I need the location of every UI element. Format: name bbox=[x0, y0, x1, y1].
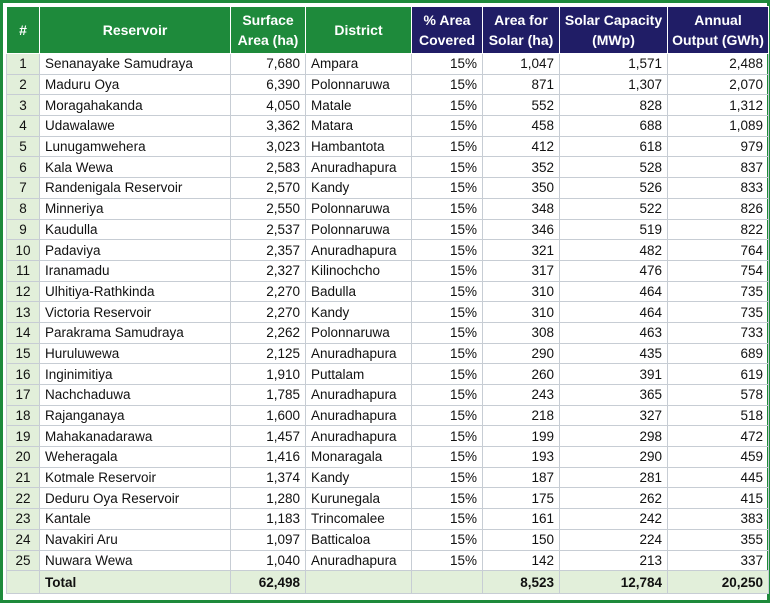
cell-annual-output: 337 bbox=[668, 550, 769, 571]
cell-solar-capacity: 464 bbox=[560, 302, 668, 323]
cell-index: 2 bbox=[7, 74, 40, 95]
cell-annual-output: 518 bbox=[668, 405, 769, 426]
table-row bbox=[7, 447, 769, 468]
cell-surface-area: 1,280 bbox=[231, 488, 306, 509]
cell-district: Trincomalee bbox=[306, 509, 412, 530]
table-row bbox=[7, 198, 769, 219]
cell-area-covered: 15% bbox=[412, 550, 483, 571]
cell-reservoir: Maduru Oya bbox=[40, 74, 231, 95]
cell-index: 23 bbox=[7, 509, 40, 530]
cell-solar-area: 243 bbox=[483, 385, 560, 406]
table-row bbox=[7, 385, 769, 406]
cell-reservoir: Rajanganaya bbox=[40, 405, 231, 426]
cell-district: Anuradhapura bbox=[306, 343, 412, 364]
cell-area-covered: 15% bbox=[412, 136, 483, 157]
cell-reservoir: Inginimitiya bbox=[40, 364, 231, 385]
cell-solar-area: 1,047 bbox=[483, 54, 560, 75]
table-row bbox=[7, 54, 769, 75]
cell-district: Hambantota bbox=[306, 136, 412, 157]
cell-solar-capacity: 391 bbox=[560, 364, 668, 385]
cell-district: Kandy bbox=[306, 467, 412, 488]
cell-area-covered: 15% bbox=[412, 488, 483, 509]
cell-solar-capacity: 618 bbox=[560, 136, 668, 157]
table-row bbox=[7, 136, 769, 157]
cell-annual-output: 1,089 bbox=[668, 116, 769, 137]
table-row bbox=[7, 281, 769, 302]
cell-surface-area: 2,550 bbox=[231, 198, 306, 219]
cell-solar-area: 317 bbox=[483, 260, 560, 281]
cell-surface-area: 1,040 bbox=[231, 550, 306, 571]
cell-surface-area: 1,097 bbox=[231, 529, 306, 550]
cell-district: Kilinochcho bbox=[306, 260, 412, 281]
column-header-district: District bbox=[306, 7, 412, 54]
cell-solar-capacity: 224 bbox=[560, 529, 668, 550]
cell-solar-capacity: 688 bbox=[560, 116, 668, 137]
cell-district: Anuradhapura bbox=[306, 240, 412, 261]
cell-reservoir: Kala Wewa bbox=[40, 157, 231, 178]
cell-solar-area: 458 bbox=[483, 116, 560, 137]
cell-area-covered: 15% bbox=[412, 198, 483, 219]
cell-district: Kandy bbox=[306, 302, 412, 323]
cell-solar-area: 199 bbox=[483, 426, 560, 447]
cell-annual-output: 415 bbox=[668, 488, 769, 509]
cell-reservoir: Udawalawe bbox=[40, 116, 231, 137]
cell-area-covered: 15% bbox=[412, 54, 483, 75]
cell-index: 19 bbox=[7, 426, 40, 447]
cell-area-covered: 15% bbox=[412, 405, 483, 426]
cell-solar-capacity: 528 bbox=[560, 157, 668, 178]
cell-area-covered: 15% bbox=[412, 447, 483, 468]
cell-annual-output: 578 bbox=[668, 385, 769, 406]
table-row bbox=[7, 550, 769, 571]
cell-solar-area: 161 bbox=[483, 509, 560, 530]
cell-solar-area: 321 bbox=[483, 240, 560, 261]
cell-reservoir: Randenigala Reservoir bbox=[40, 178, 231, 199]
cell-solar-area: 871 bbox=[483, 74, 560, 95]
cell-reservoir: Nuwara Wewa bbox=[40, 550, 231, 571]
cell-surface-area: 2,270 bbox=[231, 281, 306, 302]
cell-solar-area: 150 bbox=[483, 529, 560, 550]
cell-reservoir: Weheragala bbox=[40, 447, 231, 468]
cell-annual-output: 833 bbox=[668, 178, 769, 199]
cell-reservoir: Kaudulla bbox=[40, 219, 231, 240]
cell-surface-area: 1,457 bbox=[231, 426, 306, 447]
cell-index: 25 bbox=[7, 550, 40, 571]
cell-reservoir: Minneriya bbox=[40, 198, 231, 219]
cell-reservoir: Kantale bbox=[40, 509, 231, 530]
table-row bbox=[7, 260, 769, 281]
cell-index: 16 bbox=[7, 364, 40, 385]
cell-annual-output: 459 bbox=[668, 447, 769, 468]
cell-solar-capacity: 213 bbox=[560, 550, 668, 571]
cell-reservoir: Huruluwewa bbox=[40, 343, 231, 364]
table-row bbox=[7, 509, 769, 530]
cell-solar-area: 260 bbox=[483, 364, 560, 385]
cell-annual-output: 1,312 bbox=[668, 95, 769, 116]
cell-index: 21 bbox=[7, 467, 40, 488]
cell-area-covered: 15% bbox=[412, 364, 483, 385]
cell-annual-output: 689 bbox=[668, 343, 769, 364]
cell-area-covered: 15% bbox=[412, 240, 483, 261]
cell-solar-capacity: 242 bbox=[560, 509, 668, 530]
cell-district: Anuradhapura bbox=[306, 426, 412, 447]
cell-index: 10 bbox=[7, 240, 40, 261]
cell-solar-area: 218 bbox=[483, 405, 560, 426]
cell-solar-capacity: 262 bbox=[560, 488, 668, 509]
cell-annual-output: 2,070 bbox=[668, 74, 769, 95]
cell-area-covered: 15% bbox=[412, 178, 483, 199]
cell-annual-output: 754 bbox=[668, 260, 769, 281]
cell-solar-capacity: 435 bbox=[560, 343, 668, 364]
total-cell-district bbox=[306, 571, 412, 594]
cell-district: Puttalam bbox=[306, 364, 412, 385]
cell-reservoir: Parakrama Samudraya bbox=[40, 322, 231, 343]
cell-annual-output: 764 bbox=[668, 240, 769, 261]
cell-district: Polonnaruwa bbox=[306, 198, 412, 219]
cell-surface-area: 4,050 bbox=[231, 95, 306, 116]
cell-reservoir: Lunugamwehera bbox=[40, 136, 231, 157]
cell-district: Polonnaruwa bbox=[306, 322, 412, 343]
cell-solar-area: 346 bbox=[483, 219, 560, 240]
cell-area-covered: 15% bbox=[412, 95, 483, 116]
cell-solar-area: 552 bbox=[483, 95, 560, 116]
cell-solar-area: 310 bbox=[483, 281, 560, 302]
total-cell-solar-area: 8,523 bbox=[483, 571, 560, 594]
cell-surface-area: 1,416 bbox=[231, 447, 306, 468]
cell-solar-capacity: 522 bbox=[560, 198, 668, 219]
cell-solar-capacity: 519 bbox=[560, 219, 668, 240]
cell-index: 17 bbox=[7, 385, 40, 406]
column-header-solar-area: Area for Solar (ha) bbox=[483, 7, 560, 54]
cell-index: 1 bbox=[7, 54, 40, 75]
table-body bbox=[7, 54, 769, 594]
cell-area-covered: 15% bbox=[412, 281, 483, 302]
cell-solar-area: 310 bbox=[483, 302, 560, 323]
cell-surface-area: 2,327 bbox=[231, 260, 306, 281]
table-row bbox=[7, 488, 769, 509]
cell-index: 13 bbox=[7, 302, 40, 323]
total-cell-solar-capacity: 12,784 bbox=[560, 571, 668, 594]
cell-surface-area: 2,537 bbox=[231, 219, 306, 240]
cell-reservoir: Moragahakanda bbox=[40, 95, 231, 116]
column-header-area-covered: % Area Covered bbox=[412, 7, 483, 54]
cell-annual-output: 826 bbox=[668, 198, 769, 219]
cell-reservoir: Kotmale Reservoir bbox=[40, 467, 231, 488]
cell-solar-capacity: 526 bbox=[560, 178, 668, 199]
table-row bbox=[7, 240, 769, 261]
cell-solar-capacity: 464 bbox=[560, 281, 668, 302]
total-cell-annual-output: 20,250 bbox=[668, 571, 769, 594]
header-row bbox=[7, 7, 769, 54]
cell-district: Kurunegala bbox=[306, 488, 412, 509]
cell-surface-area: 1,183 bbox=[231, 509, 306, 530]
cell-area-covered: 15% bbox=[412, 385, 483, 406]
cell-solar-area: 187 bbox=[483, 467, 560, 488]
cell-annual-output: 837 bbox=[668, 157, 769, 178]
cell-index: 9 bbox=[7, 219, 40, 240]
total-cell-surface-area: 62,498 bbox=[231, 571, 306, 594]
cell-annual-output: 445 bbox=[668, 467, 769, 488]
cell-district: Anuradhapura bbox=[306, 405, 412, 426]
cell-solar-area: 175 bbox=[483, 488, 560, 509]
total-cell-index bbox=[7, 571, 40, 594]
cell-index: 15 bbox=[7, 343, 40, 364]
cell-annual-output: 619 bbox=[668, 364, 769, 385]
cell-solar-area: 290 bbox=[483, 343, 560, 364]
cell-surface-area: 1,910 bbox=[231, 364, 306, 385]
cell-solar-area: 142 bbox=[483, 550, 560, 571]
cell-district: Polonnaruwa bbox=[306, 74, 412, 95]
column-header-reservoir: Reservoir bbox=[40, 7, 231, 54]
cell-index: 22 bbox=[7, 488, 40, 509]
cell-area-covered: 15% bbox=[412, 157, 483, 178]
cell-solar-capacity: 298 bbox=[560, 426, 668, 447]
cell-index: 12 bbox=[7, 281, 40, 302]
column-header-annual-output: Annual Output (GWh) bbox=[668, 7, 769, 54]
cell-district: Monaragala bbox=[306, 447, 412, 468]
cell-annual-output: 735 bbox=[668, 302, 769, 323]
cell-reservoir: Senanayake Samudraya bbox=[40, 54, 231, 75]
cell-area-covered: 15% bbox=[412, 529, 483, 550]
cell-district: Ampara bbox=[306, 54, 412, 75]
column-header-solar-capacity: Solar Capacity (MWp) bbox=[560, 7, 668, 54]
table-row bbox=[7, 364, 769, 385]
cell-annual-output: 355 bbox=[668, 529, 769, 550]
cell-district: Anuradhapura bbox=[306, 550, 412, 571]
cell-reservoir: Ulhitiya-Rathkinda bbox=[40, 281, 231, 302]
cell-area-covered: 15% bbox=[412, 343, 483, 364]
cell-index: 18 bbox=[7, 405, 40, 426]
cell-surface-area: 2,357 bbox=[231, 240, 306, 261]
table-row bbox=[7, 467, 769, 488]
table-row bbox=[7, 116, 769, 137]
cell-index: 20 bbox=[7, 447, 40, 468]
cell-annual-output: 979 bbox=[668, 136, 769, 157]
cell-surface-area: 3,362 bbox=[231, 116, 306, 137]
cell-annual-output: 733 bbox=[668, 322, 769, 343]
cell-annual-output: 472 bbox=[668, 426, 769, 447]
cell-area-covered: 15% bbox=[412, 509, 483, 530]
cell-area-covered: 15% bbox=[412, 260, 483, 281]
table-row bbox=[7, 322, 769, 343]
table-row bbox=[7, 426, 769, 447]
cell-area-covered: 15% bbox=[412, 116, 483, 137]
column-header-surface-area: Surface Area (ha) bbox=[231, 7, 306, 54]
cell-district: Matara bbox=[306, 116, 412, 137]
table-row bbox=[7, 405, 769, 426]
table-row bbox=[7, 343, 769, 364]
cell-district: Badulla bbox=[306, 281, 412, 302]
cell-reservoir: Padaviya bbox=[40, 240, 231, 261]
cell-surface-area: 2,570 bbox=[231, 178, 306, 199]
cell-district: Batticaloa bbox=[306, 529, 412, 550]
cell-solar-capacity: 365 bbox=[560, 385, 668, 406]
cell-annual-output: 735 bbox=[668, 281, 769, 302]
table-row bbox=[7, 178, 769, 199]
cell-annual-output: 822 bbox=[668, 219, 769, 240]
cell-solar-capacity: 463 bbox=[560, 322, 668, 343]
cell-solar-area: 412 bbox=[483, 136, 560, 157]
cell-solar-capacity: 1,571 bbox=[560, 54, 668, 75]
cell-solar-capacity: 281 bbox=[560, 467, 668, 488]
total-cell-area-covered bbox=[412, 571, 483, 594]
cell-reservoir: Iranamadu bbox=[40, 260, 231, 281]
column-header-index: # bbox=[7, 7, 40, 54]
cell-index: 14 bbox=[7, 322, 40, 343]
cell-district: Anuradhapura bbox=[306, 385, 412, 406]
cell-reservoir: Nachchaduwa bbox=[40, 385, 231, 406]
cell-annual-output: 383 bbox=[668, 509, 769, 530]
total-row bbox=[7, 571, 769, 594]
cell-surface-area: 1,785 bbox=[231, 385, 306, 406]
cell-area-covered: 15% bbox=[412, 219, 483, 240]
cell-annual-output: 2,488 bbox=[668, 54, 769, 75]
cell-reservoir: Deduru Oya Reservoir bbox=[40, 488, 231, 509]
cell-index: 11 bbox=[7, 260, 40, 281]
cell-reservoir: Navakiri Aru bbox=[40, 529, 231, 550]
reservoir-solar-table bbox=[6, 6, 769, 594]
cell-area-covered: 15% bbox=[412, 467, 483, 488]
cell-index: 7 bbox=[7, 178, 40, 199]
cell-district: Kandy bbox=[306, 178, 412, 199]
cell-surface-area: 6,390 bbox=[231, 74, 306, 95]
cell-surface-area: 7,680 bbox=[231, 54, 306, 75]
cell-solar-area: 193 bbox=[483, 447, 560, 468]
cell-solar-capacity: 476 bbox=[560, 260, 668, 281]
cell-solar-capacity: 1,307 bbox=[560, 74, 668, 95]
cell-surface-area: 2,125 bbox=[231, 343, 306, 364]
cell-solar-area: 348 bbox=[483, 198, 560, 219]
cell-surface-area: 2,583 bbox=[231, 157, 306, 178]
cell-index: 24 bbox=[7, 529, 40, 550]
cell-solar-capacity: 828 bbox=[560, 95, 668, 116]
cell-solar-capacity: 482 bbox=[560, 240, 668, 261]
cell-reservoir: Mahakanadarawa bbox=[40, 426, 231, 447]
cell-index: 5 bbox=[7, 136, 40, 157]
cell-surface-area: 2,270 bbox=[231, 302, 306, 323]
cell-reservoir: Victoria Reservoir bbox=[40, 302, 231, 323]
cell-index: 6 bbox=[7, 157, 40, 178]
cell-area-covered: 15% bbox=[412, 302, 483, 323]
cell-district: Polonnaruwa bbox=[306, 219, 412, 240]
cell-district: Anuradhapura bbox=[306, 157, 412, 178]
cell-index: 3 bbox=[7, 95, 40, 116]
table-row bbox=[7, 302, 769, 323]
cell-index: 4 bbox=[7, 116, 40, 137]
cell-index: 8 bbox=[7, 198, 40, 219]
table-row bbox=[7, 219, 769, 240]
cell-surface-area: 2,262 bbox=[231, 322, 306, 343]
table-row bbox=[7, 157, 769, 178]
cell-solar-area: 352 bbox=[483, 157, 560, 178]
cell-surface-area: 3,023 bbox=[231, 136, 306, 157]
cell-district: Matale bbox=[306, 95, 412, 116]
cell-solar-capacity: 327 bbox=[560, 405, 668, 426]
table-row bbox=[7, 74, 769, 95]
table-row bbox=[7, 529, 769, 550]
cell-surface-area: 1,600 bbox=[231, 405, 306, 426]
cell-solar-capacity: 290 bbox=[560, 447, 668, 468]
cell-solar-area: 308 bbox=[483, 322, 560, 343]
cell-surface-area: 1,374 bbox=[231, 467, 306, 488]
total-cell-reservoir: Total bbox=[40, 571, 231, 594]
cell-area-covered: 15% bbox=[412, 426, 483, 447]
table-row bbox=[7, 95, 769, 116]
cell-solar-area: 350 bbox=[483, 178, 560, 199]
cell-area-covered: 15% bbox=[412, 322, 483, 343]
cell-area-covered: 15% bbox=[412, 74, 483, 95]
